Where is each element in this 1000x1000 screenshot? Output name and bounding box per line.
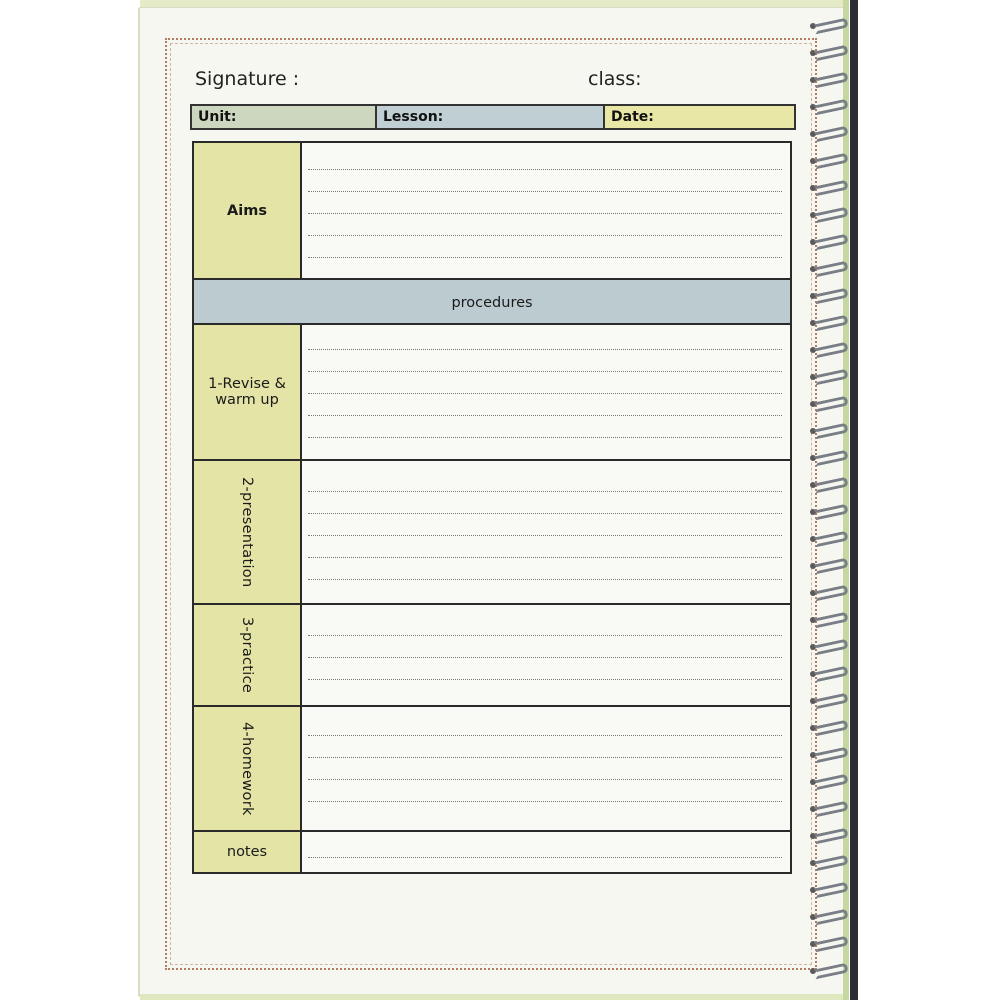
spiral-coil xyxy=(808,722,850,734)
spiral-coil xyxy=(808,20,850,32)
spiral-coil xyxy=(808,263,850,275)
presentation-row xyxy=(194,459,790,603)
spiral-coil xyxy=(808,965,850,977)
info-strip xyxy=(190,104,796,130)
homework-row xyxy=(194,705,790,830)
spiral-coil xyxy=(808,749,850,761)
spiral-coil xyxy=(808,236,850,248)
unit-field[interactable]: Unit: xyxy=(192,106,375,128)
revise-row xyxy=(194,323,790,459)
practice-label xyxy=(194,605,302,705)
spiral-coil xyxy=(808,695,850,707)
revise-label-line1: 1-Revise & xyxy=(208,376,286,392)
spiral-coil xyxy=(808,74,850,86)
date-field[interactable]: Date: xyxy=(603,106,794,128)
spiral-coil xyxy=(808,668,850,680)
spiral-coil xyxy=(808,425,850,437)
revise-label xyxy=(194,325,302,459)
spiral-coil xyxy=(808,587,850,599)
spiral-coil xyxy=(808,560,850,572)
spiral-coil xyxy=(808,641,850,653)
cover-edge-bottom xyxy=(140,994,848,1000)
spiral-coil xyxy=(808,47,850,59)
spiral-coil xyxy=(808,938,850,950)
spiral-coil xyxy=(808,452,850,464)
notes-row xyxy=(194,830,790,872)
spiral-coil xyxy=(808,884,850,896)
practice-writing-lines[interactable] xyxy=(308,605,782,705)
spiral-coil xyxy=(808,182,850,194)
spiral-binding xyxy=(808,20,860,990)
spiral-coil xyxy=(808,857,850,869)
notes-writing-lines[interactable] xyxy=(308,832,782,872)
spiral-coil xyxy=(808,344,850,356)
homework-label-text: 4-homework xyxy=(239,721,255,816)
spiral-coil xyxy=(808,398,850,410)
homework-writing-lines[interactable] xyxy=(308,707,782,830)
signature-label: Signature : xyxy=(195,68,300,90)
spiral-coil xyxy=(808,830,850,842)
practice-label-text: 3-practice xyxy=(239,616,255,694)
spiral-coil xyxy=(808,506,850,518)
revise-label-line2: warm up xyxy=(215,392,279,408)
spiral-coil xyxy=(808,614,850,626)
spiral-coil xyxy=(808,371,850,383)
spiral-coil xyxy=(808,101,850,113)
spiral-coil xyxy=(808,776,850,788)
procedures-label: procedures xyxy=(451,294,533,311)
aims-row xyxy=(194,143,790,278)
aims-label: Aims xyxy=(194,143,302,278)
spiral-coil xyxy=(808,290,850,302)
spiral-coil xyxy=(808,155,850,167)
procedures-header xyxy=(194,278,790,325)
lesson-field[interactable]: Lesson: xyxy=(375,106,603,128)
spiral-coil xyxy=(808,479,850,491)
spiral-coil xyxy=(808,803,850,815)
spiral-coil xyxy=(808,209,850,221)
revise-writing-lines[interactable] xyxy=(308,325,782,459)
lesson-plan-table xyxy=(192,141,792,874)
presentation-writing-lines[interactable] xyxy=(308,461,782,603)
practice-row xyxy=(194,603,790,705)
spiral-coil xyxy=(808,128,850,140)
spiral-coil xyxy=(808,533,850,545)
presentation-label xyxy=(194,461,302,603)
spiral-coil xyxy=(808,911,850,923)
spiral-coil xyxy=(808,317,850,329)
class-label: class: xyxy=(588,68,642,90)
notes-label: notes xyxy=(194,832,302,872)
aims-writing-lines[interactable] xyxy=(308,143,782,278)
presentation-label-text: 2-presentation xyxy=(239,476,255,588)
homework-label xyxy=(194,707,302,830)
